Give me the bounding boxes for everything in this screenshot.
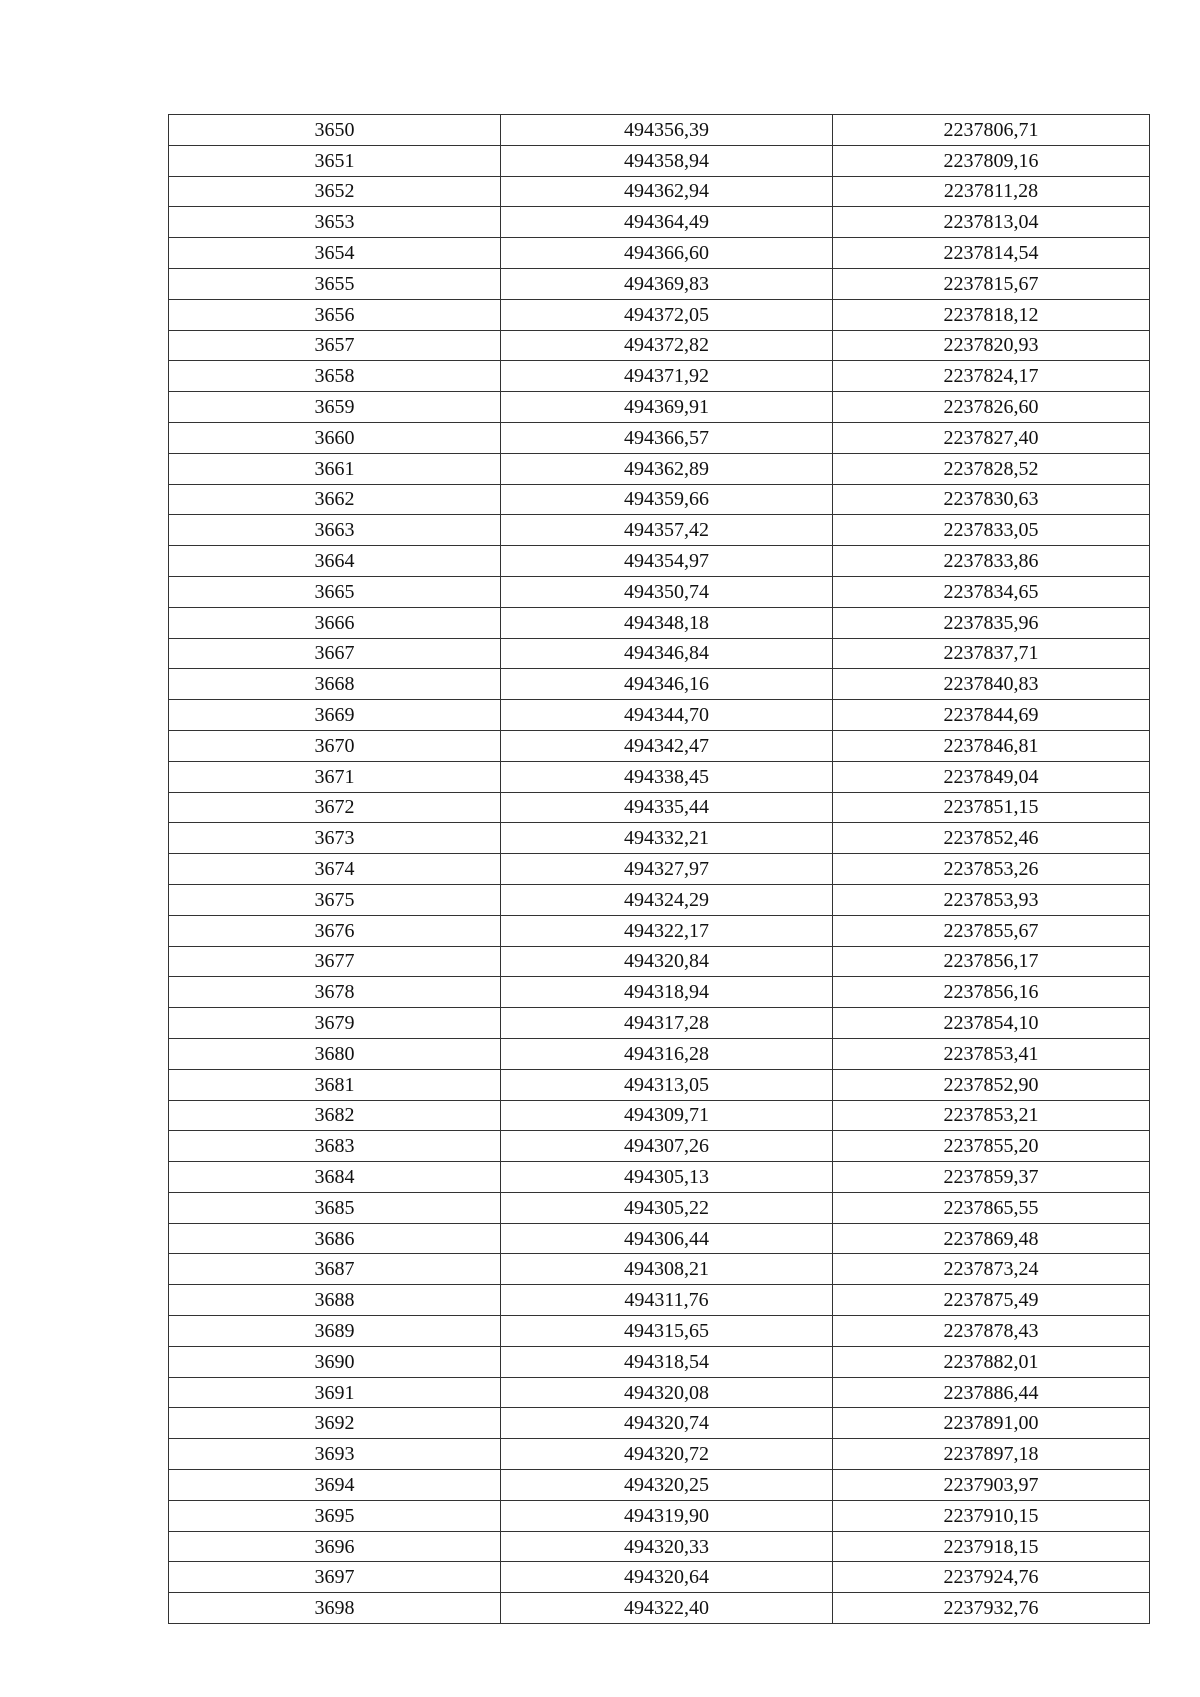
point-number-cell: 3677 (169, 946, 501, 977)
table-row (169, 330, 1150, 361)
point-number-cell: 3650 (169, 115, 501, 146)
x-coordinate-cell: 494369,91 (501, 392, 833, 423)
point-number-cell: 3658 (169, 361, 501, 392)
y-coordinate-cell: 2237852,46 (833, 823, 1150, 854)
x-coordinate-cell: 494324,29 (501, 884, 833, 915)
x-coordinate-cell: 494346,16 (501, 669, 833, 700)
coordinates-table (168, 114, 1150, 1624)
x-coordinate-cell: 494346,84 (501, 638, 833, 669)
table-row (169, 854, 1150, 885)
y-coordinate-cell: 2237897,18 (833, 1439, 1150, 1470)
point-number-cell: 3675 (169, 884, 501, 915)
table-row (169, 1162, 1150, 1193)
y-coordinate-cell: 2237827,40 (833, 422, 1150, 453)
point-number-cell: 3667 (169, 638, 501, 669)
table-row (169, 823, 1150, 854)
table-row (169, 915, 1150, 946)
table-row (169, 576, 1150, 607)
table-row (169, 946, 1150, 977)
x-coordinate-cell: 494322,40 (501, 1593, 833, 1624)
point-number-cell: 3651 (169, 145, 501, 176)
table-row (169, 1008, 1150, 1039)
table-row (169, 422, 1150, 453)
table-row (169, 176, 1150, 207)
y-coordinate-cell: 2237910,15 (833, 1500, 1150, 1531)
y-coordinate-cell: 2237833,86 (833, 546, 1150, 577)
y-coordinate-cell: 2237852,90 (833, 1069, 1150, 1100)
point-number-cell: 3684 (169, 1162, 501, 1193)
y-coordinate-cell: 2237924,76 (833, 1562, 1150, 1593)
y-coordinate-cell: 2237853,21 (833, 1100, 1150, 1131)
table-row (169, 1439, 1150, 1470)
table-row (169, 392, 1150, 423)
x-coordinate-cell: 494305,22 (501, 1192, 833, 1223)
point-number-cell: 3689 (169, 1316, 501, 1347)
y-coordinate-cell: 2237854,10 (833, 1008, 1150, 1039)
x-coordinate-cell: 494320,74 (501, 1408, 833, 1439)
table-row (169, 977, 1150, 1008)
y-coordinate-cell: 2237853,93 (833, 884, 1150, 915)
y-coordinate-cell: 2237835,96 (833, 607, 1150, 638)
x-coordinate-cell: 494366,57 (501, 422, 833, 453)
table-row (169, 1500, 1150, 1531)
table-row (169, 207, 1150, 238)
point-number-cell: 3672 (169, 792, 501, 823)
table-row (169, 1470, 1150, 1501)
point-number-cell: 3661 (169, 453, 501, 484)
y-coordinate-cell: 2237830,63 (833, 484, 1150, 515)
point-number-cell: 3680 (169, 1038, 501, 1069)
y-coordinate-cell: 2237865,55 (833, 1192, 1150, 1223)
x-coordinate-cell: 494338,45 (501, 761, 833, 792)
x-coordinate-cell: 494316,28 (501, 1038, 833, 1069)
table-row (169, 546, 1150, 577)
y-coordinate-cell: 2237878,43 (833, 1316, 1150, 1347)
point-number-cell: 3657 (169, 330, 501, 361)
point-number-cell: 3690 (169, 1346, 501, 1377)
y-coordinate-cell: 2237859,37 (833, 1162, 1150, 1193)
point-number-cell: 3676 (169, 915, 501, 946)
table-row (169, 484, 1150, 515)
table-row (169, 700, 1150, 731)
y-coordinate-cell: 2237903,97 (833, 1470, 1150, 1501)
point-number-cell: 3686 (169, 1223, 501, 1254)
point-number-cell: 3692 (169, 1408, 501, 1439)
table-row (169, 145, 1150, 176)
y-coordinate-cell: 2237853,26 (833, 854, 1150, 885)
point-number-cell: 3683 (169, 1131, 501, 1162)
x-coordinate-cell: 494359,66 (501, 484, 833, 515)
point-number-cell: 3693 (169, 1439, 501, 1470)
point-number-cell: 3652 (169, 176, 501, 207)
x-coordinate-cell: 494371,92 (501, 361, 833, 392)
x-coordinate-cell: 494372,05 (501, 299, 833, 330)
y-coordinate-cell: 2237820,93 (833, 330, 1150, 361)
x-coordinate-cell: 494313,05 (501, 1069, 833, 1100)
y-coordinate-cell: 2237834,65 (833, 576, 1150, 607)
table-row (169, 361, 1150, 392)
y-coordinate-cell: 2237824,17 (833, 361, 1150, 392)
point-number-cell: 3696 (169, 1531, 501, 1562)
x-coordinate-cell: 494307,26 (501, 1131, 833, 1162)
x-coordinate-cell: 494356,39 (501, 115, 833, 146)
x-coordinate-cell: 494342,47 (501, 730, 833, 761)
table-row (169, 1100, 1150, 1131)
x-coordinate-cell: 494320,84 (501, 946, 833, 977)
table-row (169, 1223, 1150, 1254)
point-number-cell: 3666 (169, 607, 501, 638)
point-number-cell: 3673 (169, 823, 501, 854)
x-coordinate-cell: 494319,90 (501, 1500, 833, 1531)
x-coordinate-cell: 494362,89 (501, 453, 833, 484)
table-row (169, 1408, 1150, 1439)
table-row (169, 238, 1150, 269)
x-coordinate-cell: 494320,33 (501, 1531, 833, 1562)
point-number-cell: 3678 (169, 977, 501, 1008)
x-coordinate-cell: 494320,08 (501, 1377, 833, 1408)
point-number-cell: 3682 (169, 1100, 501, 1131)
y-coordinate-cell: 2237918,15 (833, 1531, 1150, 1562)
point-number-cell: 3655 (169, 268, 501, 299)
y-coordinate-cell: 2237886,44 (833, 1377, 1150, 1408)
x-coordinate-cell: 494366,60 (501, 238, 833, 269)
coordinates-table-body (169, 115, 1150, 1624)
y-coordinate-cell: 2237844,69 (833, 700, 1150, 731)
table-row (169, 1346, 1150, 1377)
x-coordinate-cell: 494364,49 (501, 207, 833, 238)
table-row (169, 607, 1150, 638)
x-coordinate-cell: 494320,72 (501, 1439, 833, 1470)
table-row (169, 1593, 1150, 1624)
x-coordinate-cell: 494348,18 (501, 607, 833, 638)
y-coordinate-cell: 2237875,49 (833, 1285, 1150, 1316)
table-row (169, 268, 1150, 299)
y-coordinate-cell: 2237837,71 (833, 638, 1150, 669)
table-row (169, 1038, 1150, 1069)
table-row (169, 884, 1150, 915)
y-coordinate-cell: 2237856,16 (833, 977, 1150, 1008)
table-row (169, 299, 1150, 330)
y-coordinate-cell: 2237855,67 (833, 915, 1150, 946)
y-coordinate-cell: 2237851,15 (833, 792, 1150, 823)
x-coordinate-cell: 494305,13 (501, 1162, 833, 1193)
point-number-cell: 3662 (169, 484, 501, 515)
point-number-cell: 3679 (169, 1008, 501, 1039)
point-number-cell: 3687 (169, 1254, 501, 1285)
y-coordinate-cell: 2237882,01 (833, 1346, 1150, 1377)
table-row (169, 792, 1150, 823)
table-row (169, 1069, 1150, 1100)
table-row (169, 1131, 1150, 1162)
table-row (169, 1254, 1150, 1285)
y-coordinate-cell: 2237815,67 (833, 268, 1150, 299)
table-row (169, 669, 1150, 700)
x-coordinate-cell: 494308,21 (501, 1254, 833, 1285)
table-row (169, 1562, 1150, 1593)
y-coordinate-cell: 2237818,12 (833, 299, 1150, 330)
x-coordinate-cell: 494320,25 (501, 1470, 833, 1501)
x-coordinate-cell: 494369,83 (501, 268, 833, 299)
x-coordinate-cell: 494372,82 (501, 330, 833, 361)
x-coordinate-cell: 494318,94 (501, 977, 833, 1008)
point-number-cell: 3665 (169, 576, 501, 607)
point-number-cell: 3669 (169, 700, 501, 731)
y-coordinate-cell: 2237809,16 (833, 145, 1150, 176)
y-coordinate-cell: 2237932,76 (833, 1593, 1150, 1624)
point-number-cell: 3656 (169, 299, 501, 330)
x-coordinate-cell: 494327,97 (501, 854, 833, 885)
x-coordinate-cell: 494311,76 (501, 1285, 833, 1316)
table-row (169, 730, 1150, 761)
table-row (169, 453, 1150, 484)
table-row (169, 1316, 1150, 1347)
point-number-cell: 3694 (169, 1470, 501, 1501)
x-coordinate-cell: 494357,42 (501, 515, 833, 546)
x-coordinate-cell: 494315,65 (501, 1316, 833, 1347)
y-coordinate-cell: 2237840,83 (833, 669, 1150, 700)
y-coordinate-cell: 2237873,24 (833, 1254, 1150, 1285)
x-coordinate-cell: 494317,28 (501, 1008, 833, 1039)
table-row (169, 1531, 1150, 1562)
x-coordinate-cell: 494354,97 (501, 546, 833, 577)
point-number-cell: 3688 (169, 1285, 501, 1316)
y-coordinate-cell: 2237849,04 (833, 761, 1150, 792)
y-coordinate-cell: 2237856,17 (833, 946, 1150, 977)
point-number-cell: 3674 (169, 854, 501, 885)
y-coordinate-cell: 2237813,04 (833, 207, 1150, 238)
table-row (169, 638, 1150, 669)
point-number-cell: 3685 (169, 1192, 501, 1223)
point-number-cell: 3668 (169, 669, 501, 700)
point-number-cell: 3654 (169, 238, 501, 269)
x-coordinate-cell: 494309,71 (501, 1100, 833, 1131)
table-row (169, 1192, 1150, 1223)
y-coordinate-cell: 2237846,81 (833, 730, 1150, 761)
x-coordinate-cell: 494306,44 (501, 1223, 833, 1254)
x-coordinate-cell: 494350,74 (501, 576, 833, 607)
x-coordinate-cell: 494344,70 (501, 700, 833, 731)
y-coordinate-cell: 2237869,48 (833, 1223, 1150, 1254)
x-coordinate-cell: 494320,64 (501, 1562, 833, 1593)
table-row (169, 761, 1150, 792)
point-number-cell: 3691 (169, 1377, 501, 1408)
point-number-cell: 3659 (169, 392, 501, 423)
x-coordinate-cell: 494318,54 (501, 1346, 833, 1377)
point-number-cell: 3660 (169, 422, 501, 453)
y-coordinate-cell: 2237826,60 (833, 392, 1150, 423)
x-coordinate-cell: 494358,94 (501, 145, 833, 176)
table-row (169, 515, 1150, 546)
x-coordinate-cell: 494322,17 (501, 915, 833, 946)
y-coordinate-cell: 2237806,71 (833, 115, 1150, 146)
y-coordinate-cell: 2237814,54 (833, 238, 1150, 269)
point-number-cell: 3653 (169, 207, 501, 238)
y-coordinate-cell: 2237853,41 (833, 1038, 1150, 1069)
table-row (169, 1377, 1150, 1408)
y-coordinate-cell: 2237855,20 (833, 1131, 1150, 1162)
y-coordinate-cell: 2237833,05 (833, 515, 1150, 546)
y-coordinate-cell: 2237891,00 (833, 1408, 1150, 1439)
y-coordinate-cell: 2237828,52 (833, 453, 1150, 484)
x-coordinate-cell: 494335,44 (501, 792, 833, 823)
point-number-cell: 3681 (169, 1069, 501, 1100)
x-coordinate-cell: 494332,21 (501, 823, 833, 854)
point-number-cell: 3663 (169, 515, 501, 546)
point-number-cell: 3695 (169, 1500, 501, 1531)
table-row (169, 1285, 1150, 1316)
table-row (169, 115, 1150, 146)
point-number-cell: 3671 (169, 761, 501, 792)
y-coordinate-cell: 2237811,28 (833, 176, 1150, 207)
point-number-cell: 3697 (169, 1562, 501, 1593)
point-number-cell: 3698 (169, 1593, 501, 1624)
point-number-cell: 3670 (169, 730, 501, 761)
point-number-cell: 3664 (169, 546, 501, 577)
x-coordinate-cell: 494362,94 (501, 176, 833, 207)
